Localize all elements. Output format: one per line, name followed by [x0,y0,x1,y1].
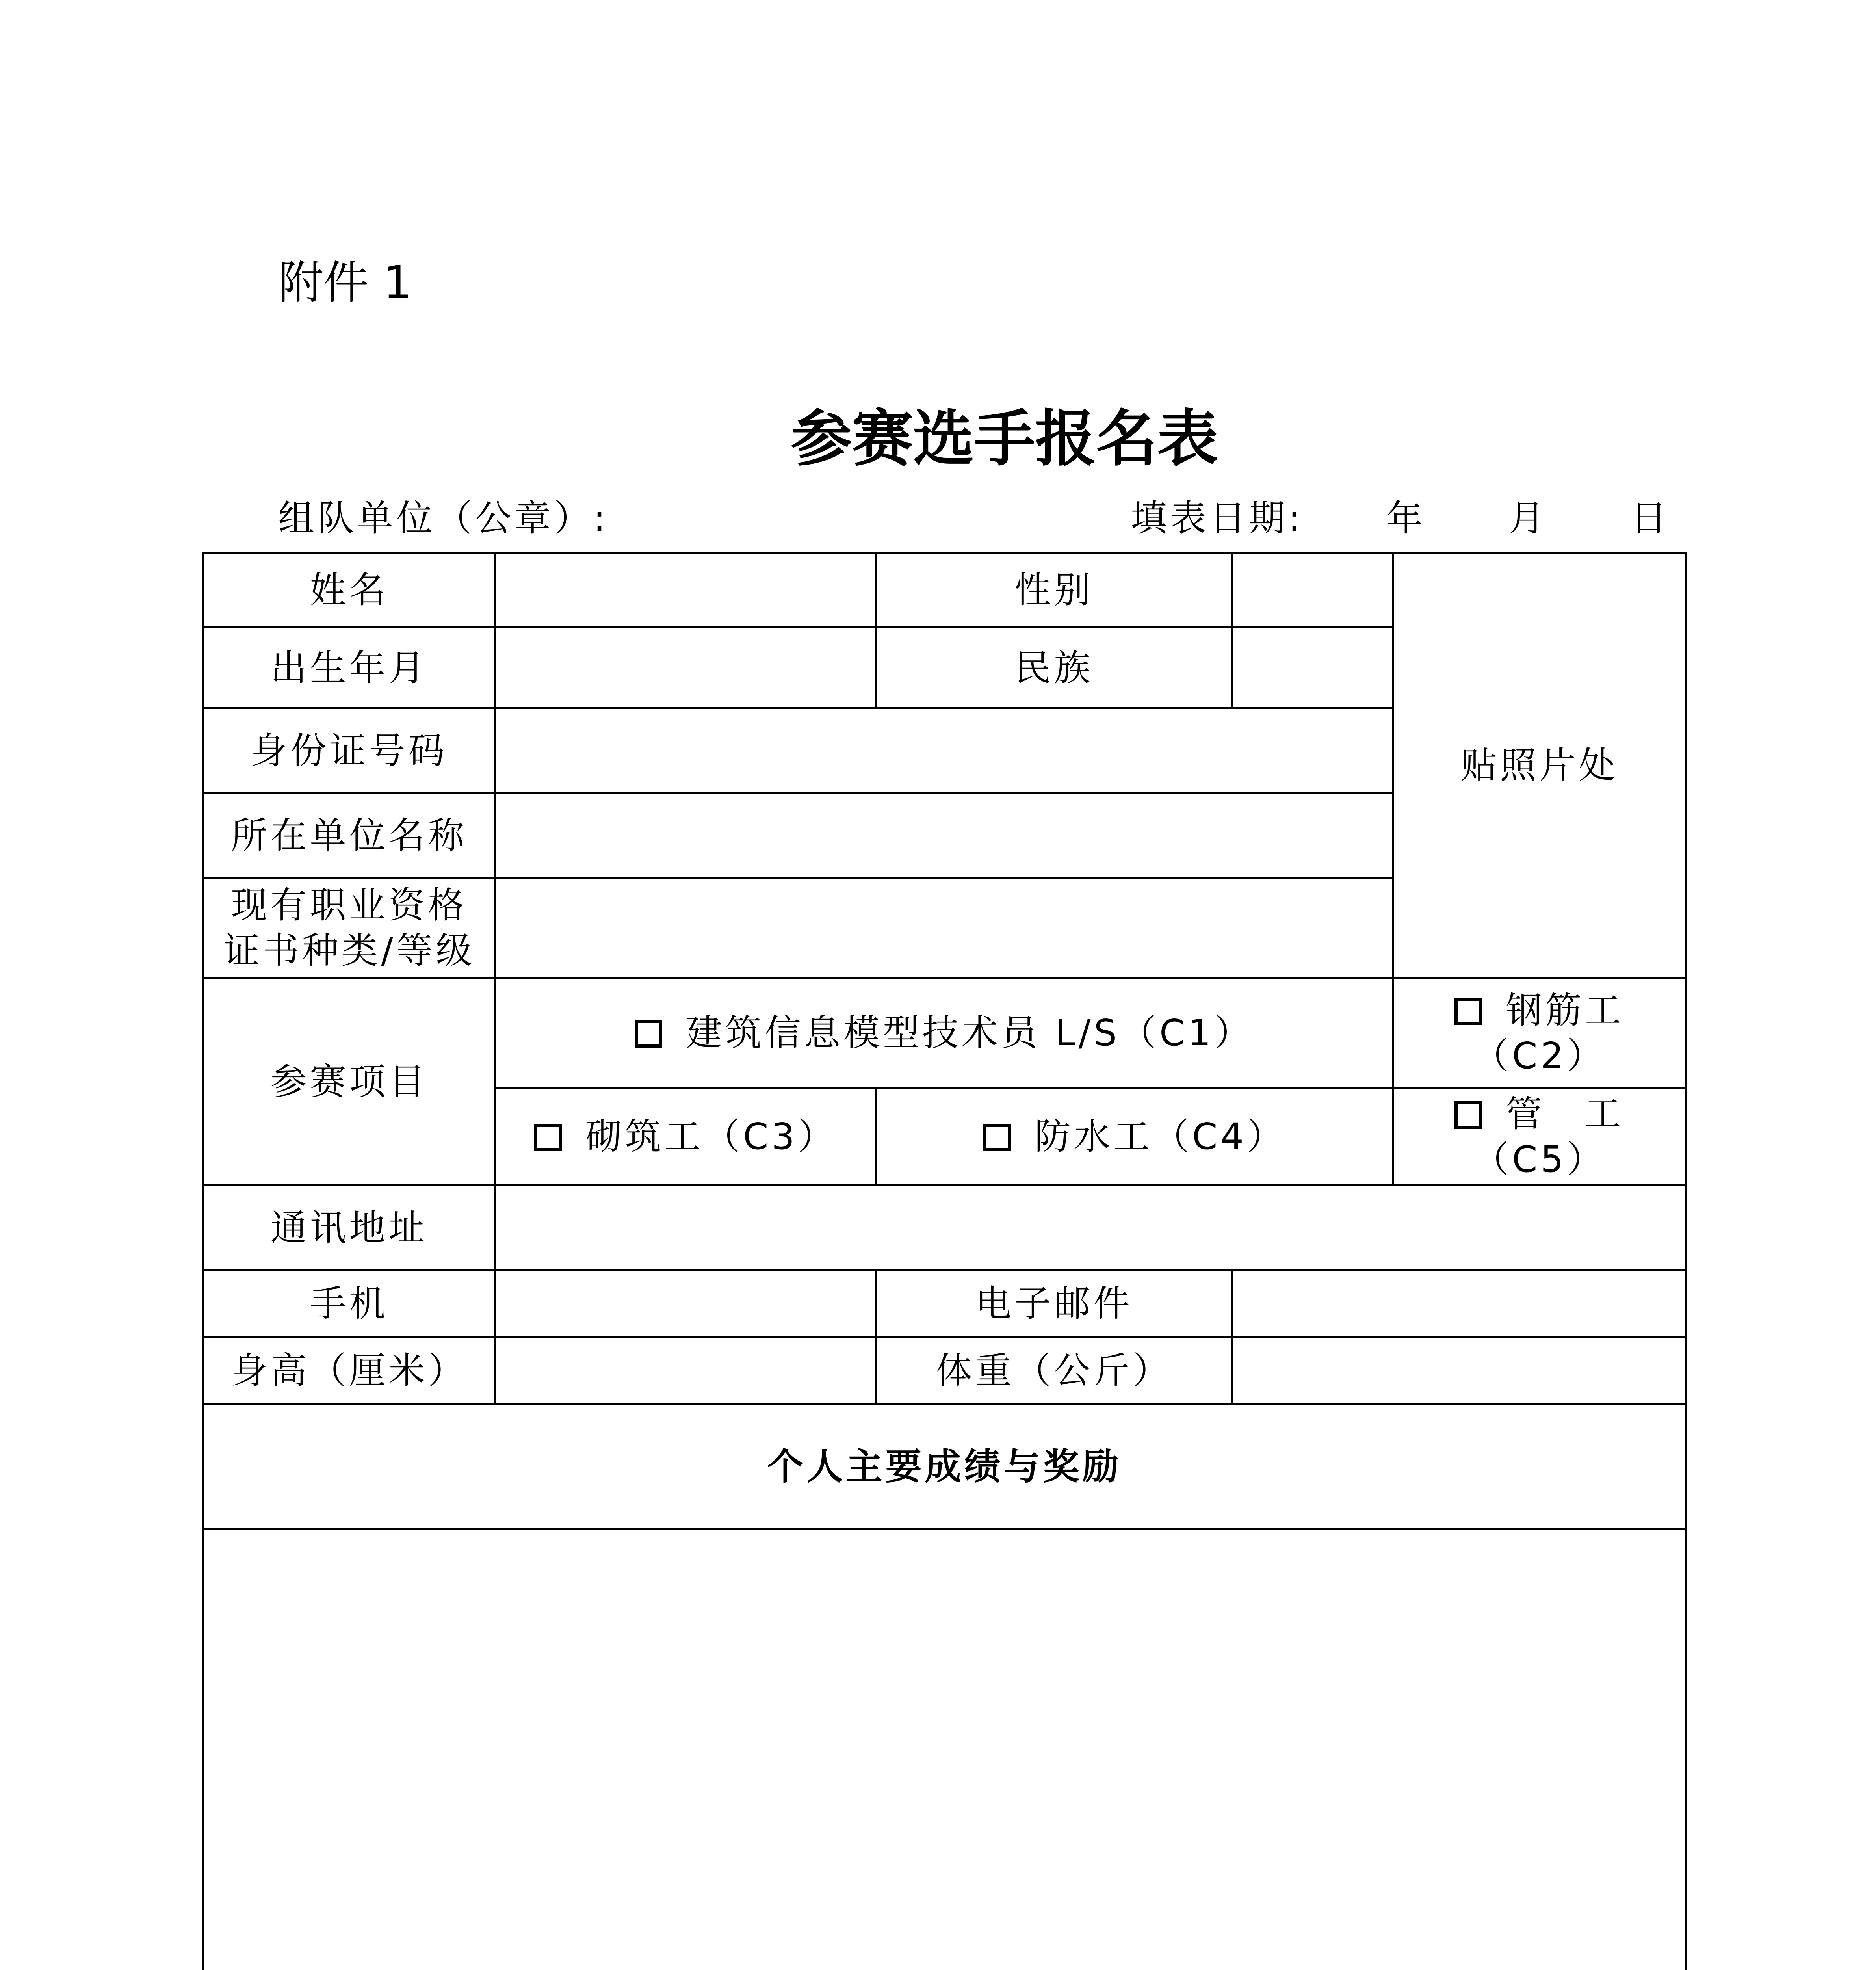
fill-date-year: 年 [1386,497,1426,539]
address-label: 通讯地址 [204,1186,495,1270]
fill-date [1131,489,1670,541]
birth-field[interactable] [495,628,877,708]
height-label: 身高（厘米） [204,1337,495,1404]
checkbox-c2[interactable] [1454,998,1482,1025]
weight-field[interactable] [1232,1337,1686,1404]
name-field[interactable] [495,553,877,628]
checkbox-c1[interactable] [635,1020,662,1048]
ethnicity-field[interactable] [1232,628,1393,708]
event-option-c3[interactable] [495,1088,877,1186]
height-field[interactable] [495,1337,877,1404]
event-option-c5[interactable] [1393,1088,1686,1186]
fill-date-label: 填表日期: [1131,497,1304,539]
checkbox-c5[interactable] [1454,1101,1482,1129]
achievements-title: 个人主要成绩与奖励 [204,1404,1686,1530]
qualification-field[interactable] [495,878,1393,978]
event-c5-label: 管 工（C5） [1473,1093,1624,1180]
event-c4-label: 防水工（C4） [1035,1115,1286,1158]
birth-label: 出生年月 [204,628,495,708]
address-field[interactable] [495,1186,1686,1270]
email-label: 电子邮件 [877,1270,1232,1337]
id-number-field[interactable] [495,708,1393,793]
ethnicity-label: 民族 [877,628,1232,708]
event-c2-label: 钢筋工（C2） [1473,989,1624,1077]
workplace-label: 所在单位名称 [204,793,495,878]
fill-date-month: 月 [1508,497,1548,539]
workplace-field[interactable] [495,793,1393,878]
id-number-label: 身份证号码 [204,708,495,793]
event-option-c4[interactable] [877,1088,1393,1186]
checkbox-c3[interactable] [534,1124,562,1151]
weight-label: 体重（公斤） [877,1337,1232,1404]
qualification-label [204,878,495,978]
photo-placeholder[interactable]: 贴照片处 [1393,553,1686,978]
attachment-label: 附件 1 [278,256,412,309]
name-label: 姓名 [204,553,495,628]
email-field[interactable] [1232,1270,1686,1337]
form-title: 参赛选手报名表 [791,402,1218,474]
team-unit-label: 组队单位（公章）: [278,497,609,539]
qualification-label-line1: 现有职业资格 [231,884,468,926]
event-option-c2[interactable] [1393,978,1686,1088]
gender-field[interactable] [1232,553,1393,628]
event-label: 参赛项目 [204,978,495,1186]
mobile-label: 手机 [204,1270,495,1337]
mobile-field[interactable] [495,1270,877,1337]
registration-form-table [202,552,1687,1970]
fill-date-day: 日 [1631,497,1670,539]
qualification-label-line2: 证书种类/等级 [223,929,475,972]
event-option-c1[interactable] [495,978,1393,1088]
event-c3-label: 砌筑工（C3） [585,1115,837,1158]
event-c1-label: 建筑信息模型技术员 L/S（C1） [686,1012,1254,1054]
achievements-field[interactable] [204,1530,1686,1970]
gender-label: 性别 [877,553,1232,628]
checkbox-c4[interactable] [983,1124,1011,1151]
